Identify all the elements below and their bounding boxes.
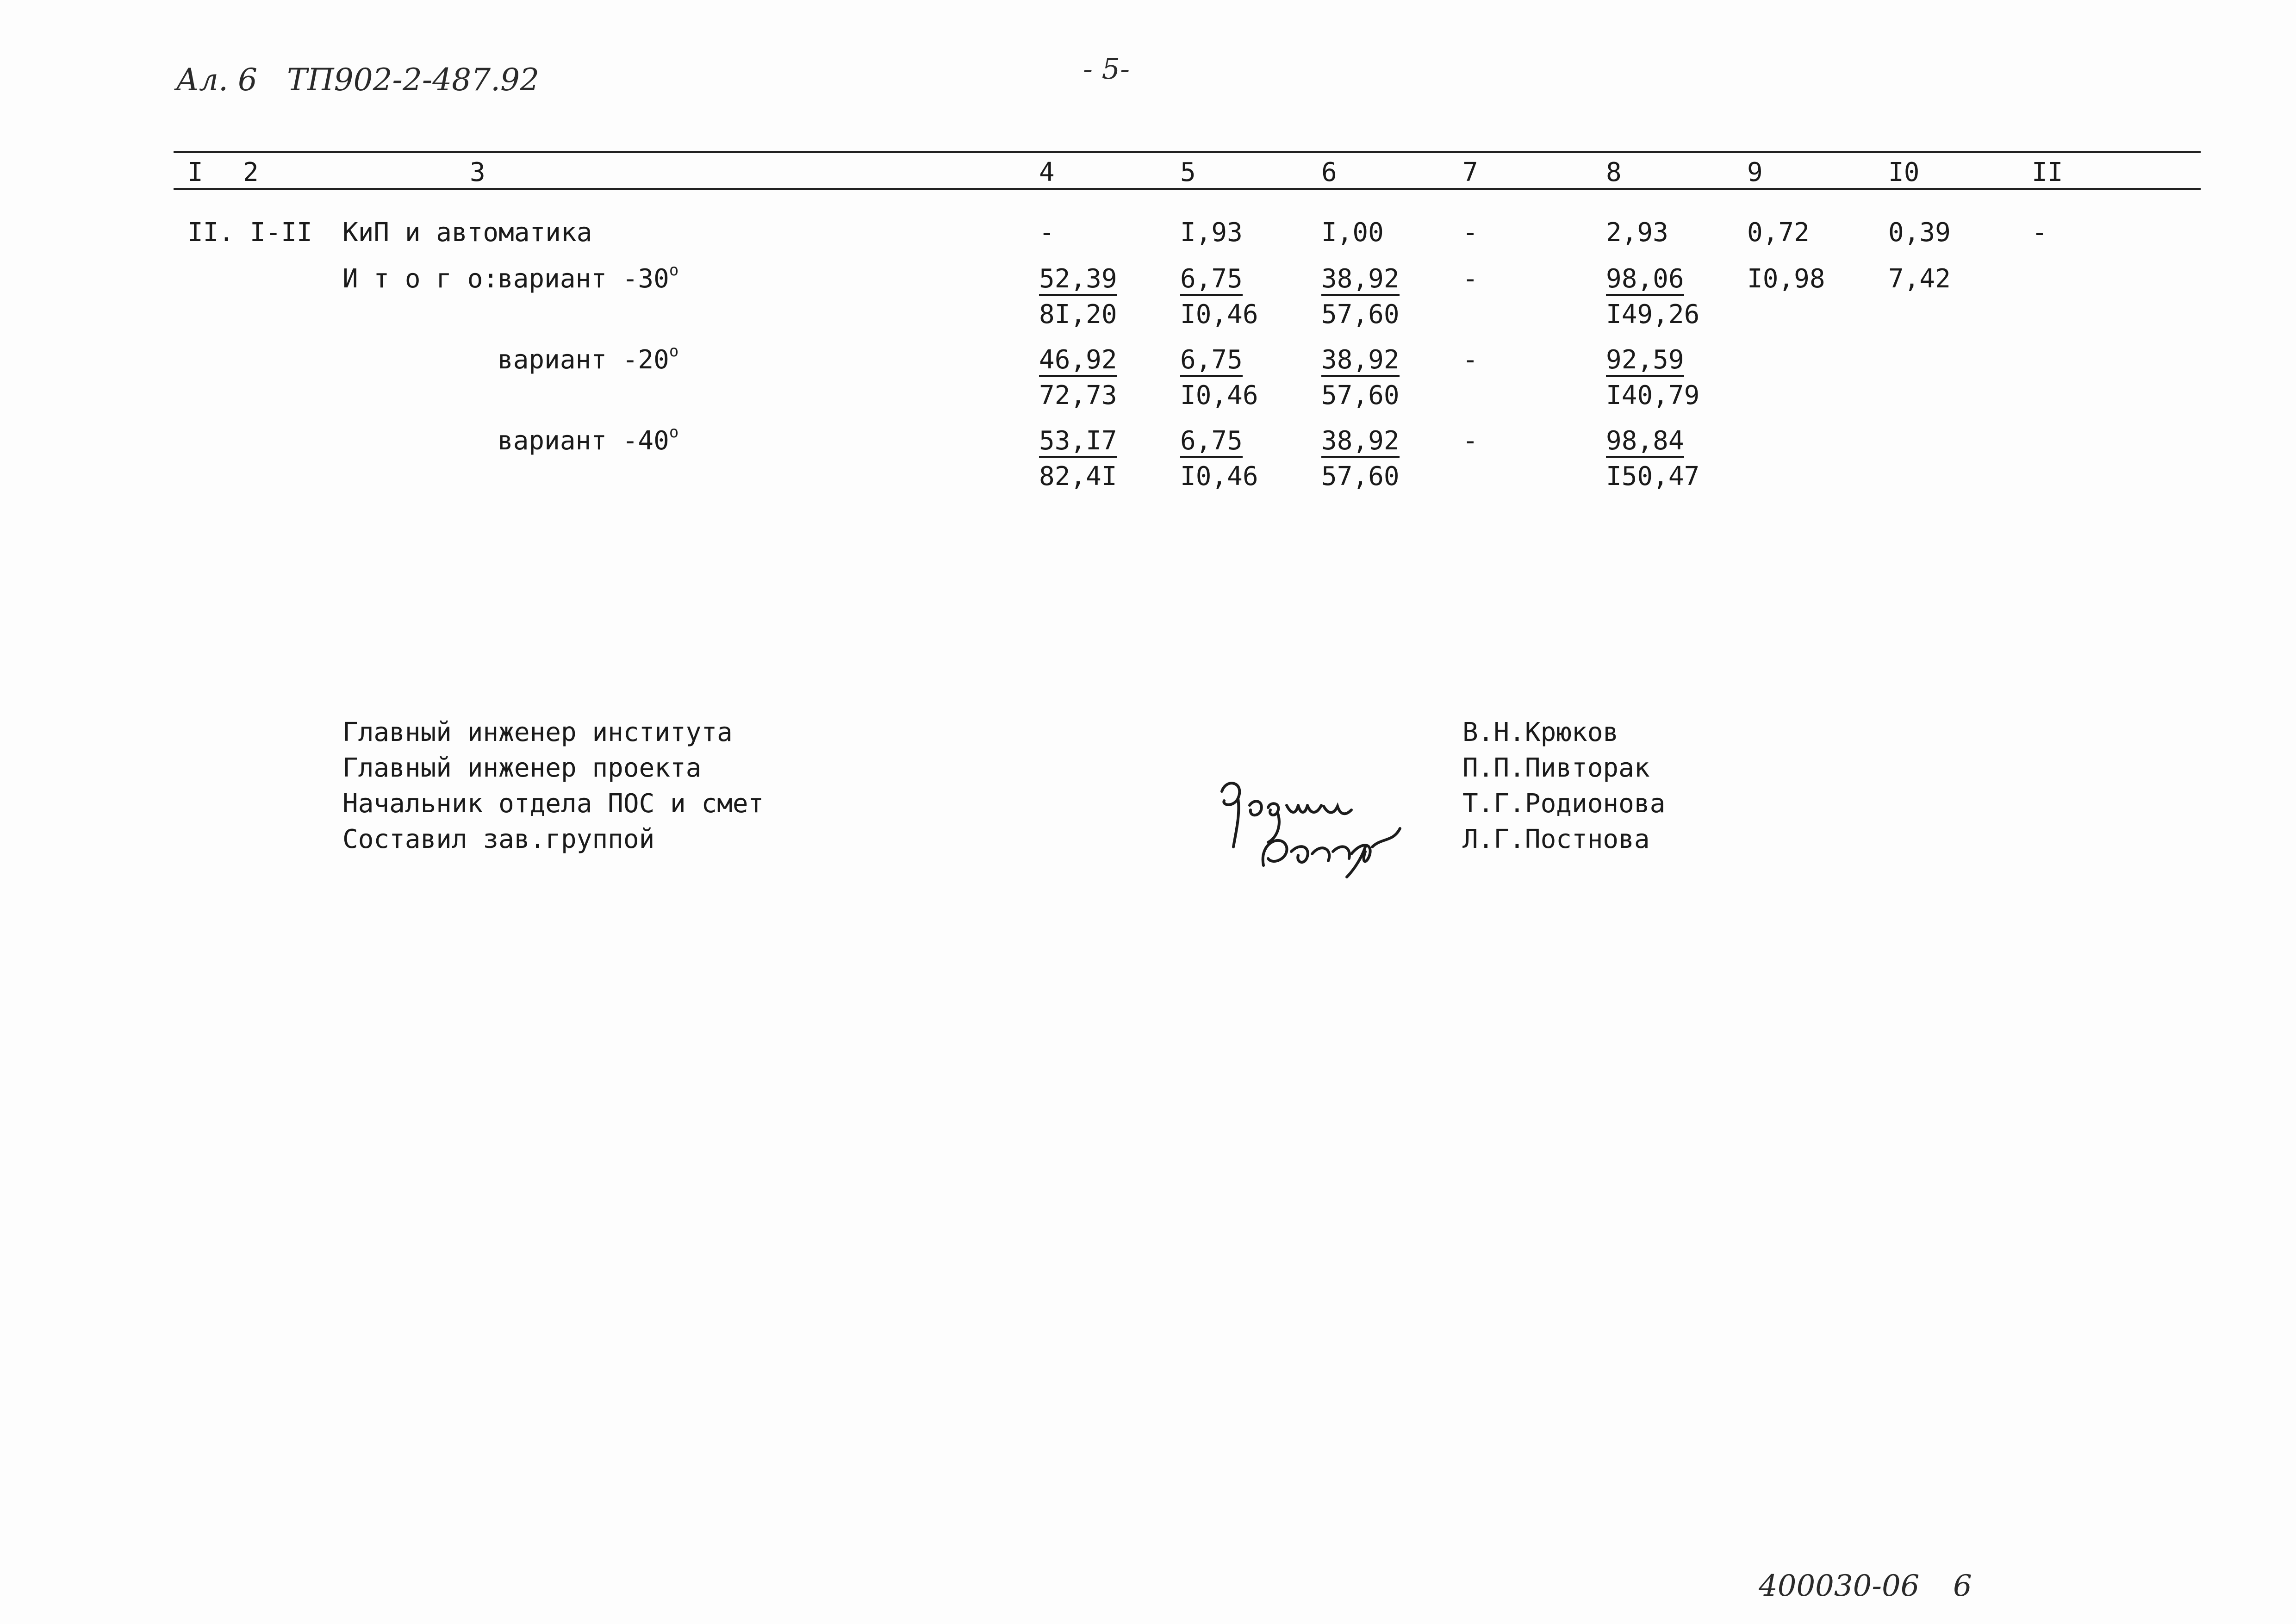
- cell-c8-bottom: I40,79: [1606, 380, 1700, 411]
- cell-c8-top: 98,84: [1606, 428, 1684, 458]
- column-number-7: 7: [1462, 157, 1478, 187]
- cell-c7: -: [1462, 264, 1478, 294]
- cell-c7: -: [1462, 218, 1478, 248]
- column-number-4: 4: [1039, 157, 1055, 187]
- table-header-bottom-rule: [174, 188, 2201, 190]
- signature-title-4: Составил зав.группой: [342, 824, 655, 854]
- cell-c6: I,00: [1321, 218, 1384, 248]
- cell-c8-bottom: I50,47: [1606, 461, 1700, 492]
- column-number-9: 9: [1747, 157, 1763, 187]
- cell-c10: 7,42: [1888, 264, 1951, 294]
- signature-title-3: Начальник отдела ПОС и смет: [342, 789, 764, 819]
- page-number: - 5-: [1083, 52, 1130, 86]
- cell-c5-bottom: I0,46: [1180, 380, 1258, 411]
- cell-c5-top: 6,75: [1180, 428, 1243, 458]
- variant-label: вариант $-20^о$: [498, 342, 679, 375]
- cell-c5-bottom: I0,46: [1180, 299, 1258, 330]
- cell-c4: -: [1039, 218, 1055, 248]
- cell-c5-bottom: I0,46: [1180, 461, 1258, 492]
- handwritten-signature: [1213, 773, 1407, 879]
- column-number-8: 8: [1606, 157, 1622, 187]
- cell-c6-bottom: 57,60: [1321, 380, 1400, 411]
- cell-c7: -: [1462, 345, 1478, 375]
- degree-mark: о: [669, 423, 679, 442]
- column-number-11: II: [2032, 157, 2063, 187]
- footer-sheet-number: 6: [1953, 1569, 1972, 1603]
- cell-c8-bottom: I49,26: [1606, 299, 1700, 330]
- cell-c7: -: [1462, 426, 1478, 456]
- degree-mark: о: [669, 261, 679, 280]
- table-top-rule: [174, 151, 2201, 153]
- cell-c9: I0,98: [1747, 264, 1825, 294]
- row-name: КиП и автоматика: [342, 218, 592, 248]
- column-number-2: 2: [243, 157, 259, 187]
- cell-c6-top: 38,92: [1321, 428, 1400, 458]
- signature-name-2: П.П.Пивторак: [1462, 753, 1650, 783]
- cell-c5-top: 6,75: [1180, 266, 1243, 296]
- cell-c10: 0,39: [1888, 218, 1951, 248]
- signature-title-1: Главный инженер института: [342, 717, 733, 747]
- cell-c4-bottom: 72,73: [1039, 380, 1117, 411]
- column-number-10: I0: [1888, 157, 1920, 187]
- cell-c5: I,93: [1180, 218, 1243, 248]
- column-number-5: 5: [1180, 157, 1196, 187]
- cell-c8-top: 92,59: [1606, 347, 1684, 377]
- total-label: И т о г о:: [342, 264, 499, 294]
- cell-c4-top: 52,39: [1039, 266, 1117, 296]
- archive-code: 400030-06: [1759, 1569, 1920, 1603]
- column-number-6: 6: [1321, 157, 1337, 187]
- variant-label: вариант $-30^о$: [498, 261, 679, 294]
- signature-name-3: Т.Г.Родионова: [1462, 789, 1666, 819]
- column-number-1: I: [187, 157, 203, 187]
- variant-label: вариант $-40^о$: [498, 423, 679, 456]
- cell-c8: 2,93: [1606, 218, 1668, 248]
- project-code: ТП902-2-487.92: [287, 62, 540, 98]
- cell-c9: 0,72: [1747, 218, 1810, 248]
- cell-c6-bottom: 57,60: [1321, 461, 1400, 492]
- cell-c6-bottom: 57,60: [1321, 299, 1400, 330]
- signature-name-4: Л.Г.Постнова: [1462, 824, 1650, 854]
- row-code: II. I-II: [187, 218, 312, 248]
- signature-title-2: Главный инженер проекта: [342, 753, 702, 783]
- sheet-mark: Ал. 6: [176, 62, 257, 98]
- cell-c4-bottom: 8I,20: [1039, 299, 1117, 330]
- cell-c5-top: 6,75: [1180, 347, 1243, 377]
- degree-mark: о: [669, 342, 679, 361]
- cell-c6-top: 38,92: [1321, 347, 1400, 377]
- cell-c11: -: [2032, 218, 2047, 248]
- cell-c4-bottom: 82,4I: [1039, 461, 1117, 492]
- column-number-3: 3: [470, 157, 485, 187]
- cell-c8-top: 98,06: [1606, 266, 1684, 296]
- cell-c4-top: 53,I7: [1039, 428, 1117, 458]
- cell-c6-top: 38,92: [1321, 266, 1400, 296]
- cell-c4-top: 46,92: [1039, 347, 1117, 377]
- signature-name-1: В.Н.Крюков: [1462, 717, 1619, 747]
